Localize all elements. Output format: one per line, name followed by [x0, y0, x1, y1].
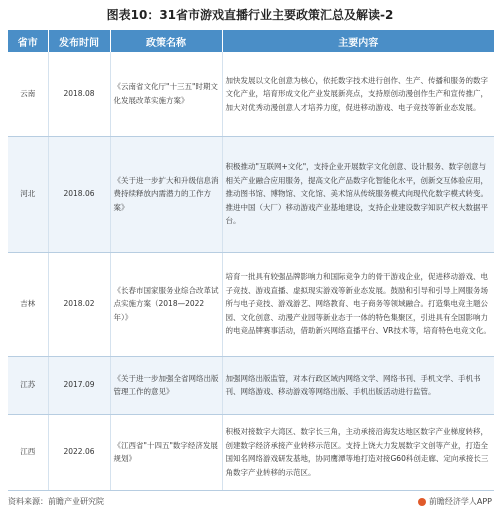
row-date: 2018.06 — [48, 136, 110, 252]
table-row — [8, 252, 494, 356]
table-header-row — [8, 30, 494, 52]
header-date: 发布时间 — [48, 30, 110, 52]
table-row — [8, 136, 494, 252]
row-date: 2018.08 — [48, 52, 110, 136]
figure-title: 图表10：31省市游戏直播行业主要政策汇总及解读-2 — [106, 8, 394, 22]
row-policy-name: 《长春市国家服务业综合改革试点实施方案（2018—2022年）》 — [110, 252, 222, 356]
row-main-content: 积极对接数字大湾区、数字长三角，主动承接沿海发达地区数字产业梯度转移，创建数字经济承接产业转移示范区。支持上饶大力发展数字文创等产业，打造全国知名网络游戏研发基地，协同鹰潭等地打造对接G60科创走廊、定向承接长三角数字产业转移的示范区。 — [222, 414, 494, 490]
row-province: 江西 — [8, 414, 48, 490]
table-row — [8, 356, 494, 414]
row-date: 2018.02 — [48, 252, 110, 356]
brand-logo-icon — [418, 498, 426, 506]
brand-name: 前瞻经济学人APP — [428, 497, 492, 506]
row-province: 云南 — [8, 52, 48, 136]
brand-footer — [418, 496, 492, 507]
row-date: 2017.09 — [48, 356, 110, 414]
source-note: 资料来源：前瞻产业研究院 — [8, 497, 104, 506]
row-policy-name: 《江西省"十四五"数字经济发展规划》 — [110, 414, 222, 490]
row-main-content: 加快发展以文化创意为核心，依托数字技术进行创作、生产、传播和服务的数字文化产业，培育形成文化产业发展新亮点，支持原创动漫创作生产和宣传推广，加大对优秀动漫创意人才培养力度，促进移动游戏、电子竞技等新业态发展。 — [222, 52, 494, 136]
table-row — [8, 52, 494, 136]
row-main-content: 积极推动"互联网+文化"，支持企业开展数字文化创意、设计服务、数字创意与相关产业融合应用服务，提高文化产品数字化智能化水平，创新交互体验应用，推动图书馆、博物馆、文化馆、美术馆从传统服务模式向现代化数字模式转变。推进中国（大厂）移动游戏产业基地建设，支持企业建设数字知识产权大数据平台。 — [222, 136, 494, 252]
row-main-content: 加强网络出版监管，对本行政区域内网络文学、网络书刊、手机文学、手机书刊、网络游戏、移动游戏等网络出版、手机出版活动进行监管。 — [222, 356, 494, 414]
table-row — [8, 414, 494, 490]
row-main-content: 培育一批具有较强品牌影响力和国际竞争力的骨干游戏企业，促进移动游戏、电子竞技、游戏直播、虚拟现实游戏等新业态发展。鼓励和引导和引导上网服务场所与电子竞技、游戏游艺、网络教育、电子商务等领域融合。打造集电竞主题公园、文化创意、动漫产业园等新业态于一体的特色集聚区，引进具有全国影响力的电竞品牌赛事活动，借助新兴网络直播平台、VR技术等，培育特色电竞文化。 — [222, 252, 494, 356]
policy-table — [8, 30, 494, 491]
row-date: 2022.06 — [48, 414, 110, 490]
header-policy-name: 政策名称 — [110, 30, 222, 52]
row-policy-name: 《云南省文化厅"十三五"时期文化发展改革实施方案》 — [110, 52, 222, 136]
row-province: 江苏 — [8, 356, 48, 414]
row-province: 河北 — [8, 136, 48, 252]
row-policy-name: 《关于进一步扩大和升级信息消费持续释放内需潜力的工作方案》 — [110, 136, 222, 252]
header-province: 省市 — [8, 30, 48, 52]
header-main-content: 主要内容 — [222, 30, 494, 52]
row-policy-name: 《关于进一步加强全省网络出版管理工作的意见》 — [110, 356, 222, 414]
row-province: 吉林 — [8, 252, 48, 356]
